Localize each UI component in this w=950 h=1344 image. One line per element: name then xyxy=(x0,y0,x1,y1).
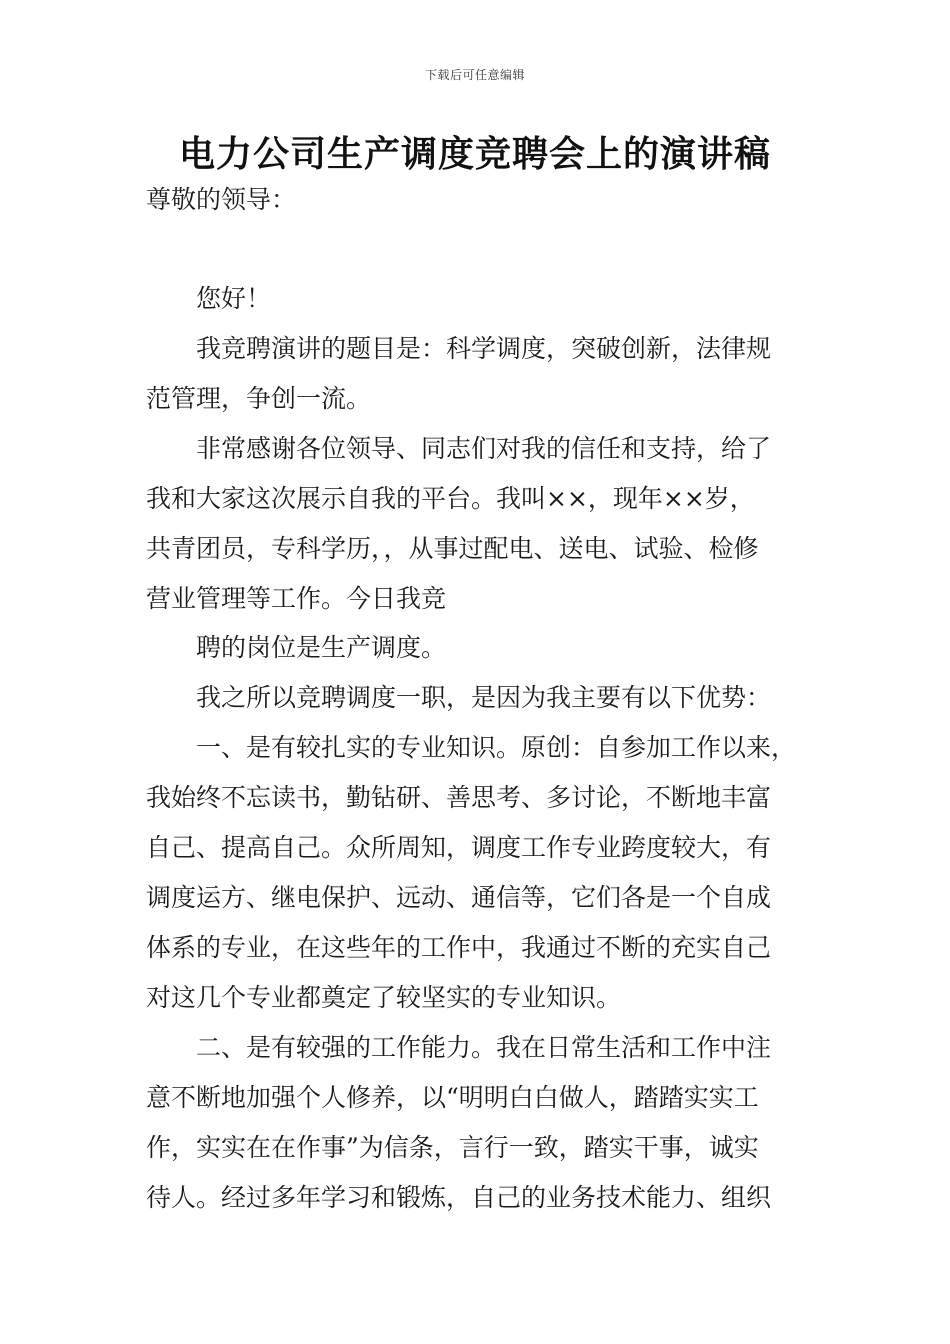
body-line: 体系的专业，在这些年的工作中，我通过不断的充实自己 xyxy=(146,933,772,962)
body-line: 意不断地加强个人修养，以“明明白白做人，踏踏实实工 xyxy=(146,1083,759,1112)
body-line: 聘的岗位是生产调度。 xyxy=(196,633,447,662)
body-line: 待人。经过多年学习和锻炼，自己的业务技术能力、组织 xyxy=(146,1183,772,1212)
greeting: 您好！ xyxy=(196,284,272,313)
header-note: 下载后可任意编辑 xyxy=(424,68,525,82)
document-title: 电力公司生产调度竞聘会上的演讲稿 xyxy=(178,134,771,175)
body-line: 我之所以竞聘调度一职，是因为我主要有以下优势： xyxy=(196,683,772,712)
body-line: 作，实实在在作事”为信条，言行一致，踏实干事，诚实 xyxy=(146,1133,759,1162)
body-line: 二、是有较强的工作能力。我在日常生活和工作中注 xyxy=(196,1033,772,1062)
body-line: 共青团员，专科学历，，从事过配电、送电、试验、检修 xyxy=(146,534,759,563)
body-line: 对这几个专业都奠定了较坚实的专业知识。 xyxy=(146,983,622,1012)
body-line: 自己、提高自己。众所周知，调度工作专业跨度较大，有 xyxy=(146,833,772,862)
body-line: 非常感谢各位领导、同志们对我的信任和支持，给了 xyxy=(196,434,772,463)
body-line: 一、是有较扎实的专业知识。原创：自参加工作以来， xyxy=(196,733,797,762)
body-line: 范管理，争创一流。 xyxy=(146,384,372,413)
salutation: 尊敬的领导： xyxy=(146,185,297,214)
body-line: 我竞聘演讲的题目是：科学调度，突破创新，法律规 xyxy=(196,334,772,363)
body-line: 调度运方、继电保护、远动、通信等，它们各是一个自成 xyxy=(146,883,772,912)
body-line: 我始终不忘读书，勤钻研、善思考、多讨论，不断地丰富 xyxy=(146,783,772,812)
body-line: 我和大家这次展示自我的平台。我叫××，现年××岁， xyxy=(146,484,755,513)
body-line: 营业管理等工作。今日我竞 xyxy=(146,584,447,613)
